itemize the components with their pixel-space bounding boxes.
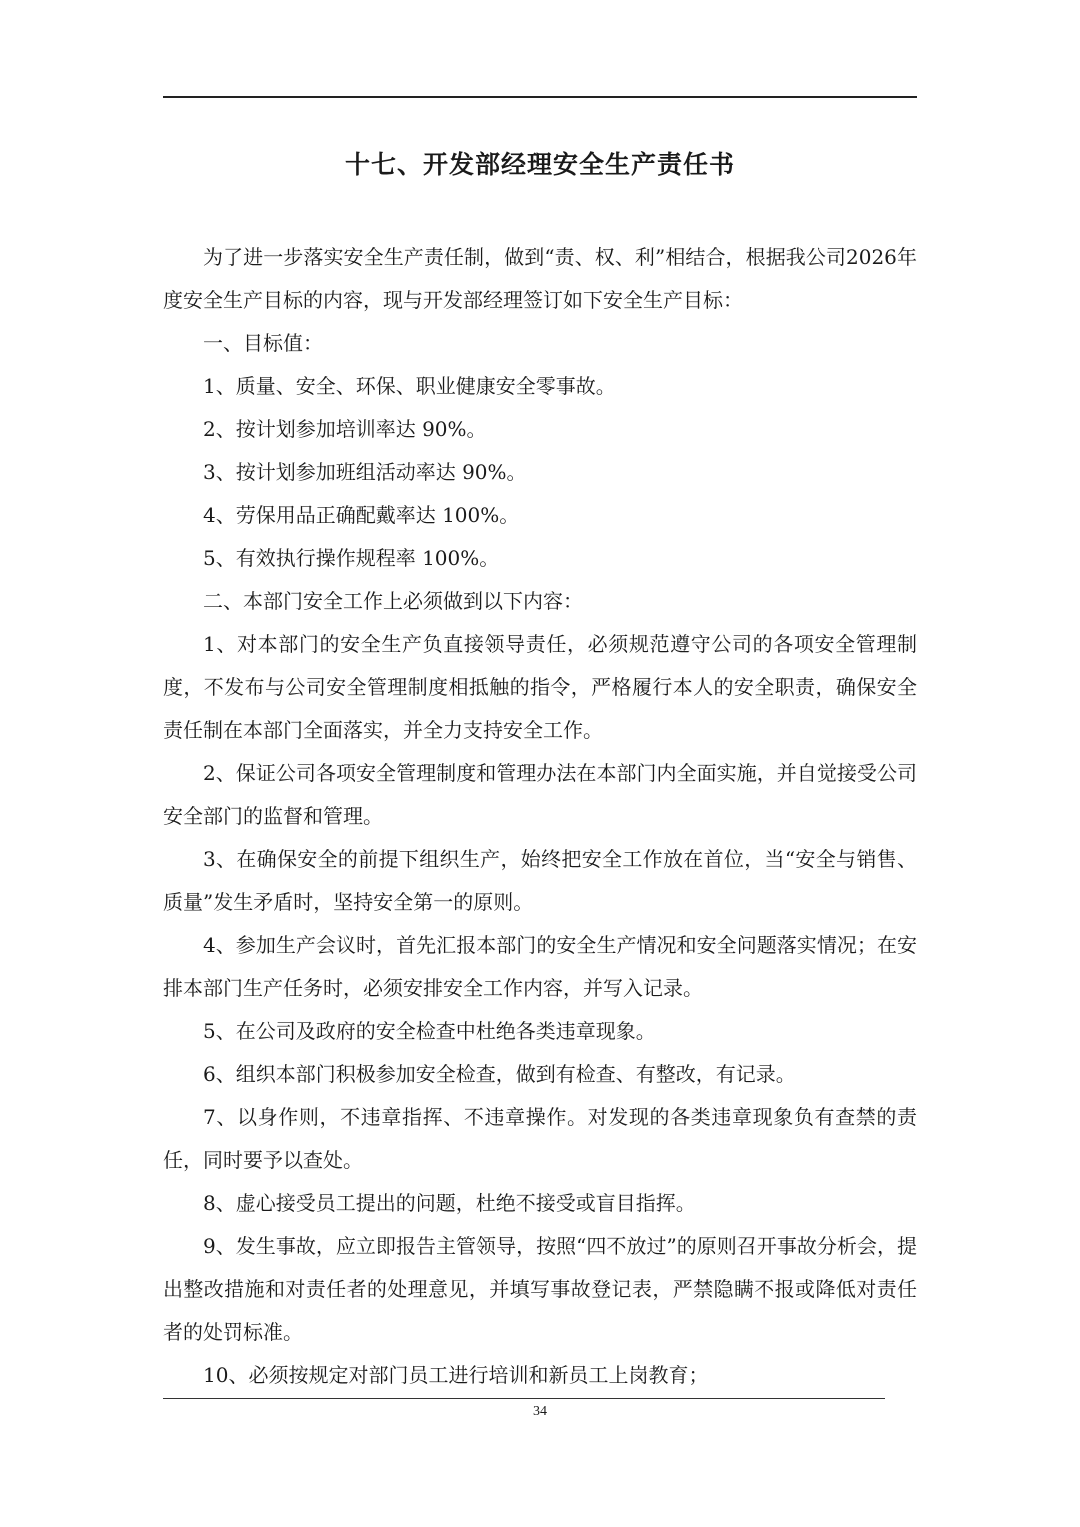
section-heading-targets: 一、目标值： — [203, 331, 323, 355]
target-item: 2、按计划参加培训率达 90%。 — [203, 417, 487, 441]
requirement-item: 1、对本部门的安全生产负直接领导责任，必须规范遵守公司的各项安全管理制度，不发布与公司安全管理制度相抵触的指令，严格履行本人的安全职责，确保安全责任制在本部门全面落实，并全力支持安全工作。 — [163, 632, 917, 742]
page-number: 34 — [533, 1404, 547, 1419]
document-body — [163, 236, 917, 1397]
requirement-item: 4、参加生产会议时，首先汇报本部门的安全生产情况和安全问题落实情况；在安排本部门生产任务时，必须安排安全工作内容，并写入记录。 — [163, 933, 917, 1000]
requirement-item: 2、保证公司各项安全管理制度和管理办法在本部门内全面实施，并自觉接受公司安全部门的监督和管理。 — [163, 761, 917, 828]
target-item: 3、按计划参加班组活动率达 90%。 — [203, 460, 527, 484]
document-title: 十七、开发部经理安全生产责任书 — [344, 150, 735, 179]
section-heading-requirements: 二、本部门安全工作上必须做到以下内容： — [203, 589, 583, 613]
target-item: 4、劳保用品正确配戴率达 100%。 — [203, 503, 520, 527]
requirement-item: 5、在公司及政府的安全检查中杜绝各类违章现象。 — [203, 1019, 656, 1043]
requirement-item: 9、发生事故，应立即报告主管领导，按照“四不放过”的原则召开事故分析会，提出整改措施和对责任者的处理意见，并填写事故登记表，严禁隐瞒不报或降低对责任者的处罚标准。 — [163, 1234, 917, 1344]
requirement-item: 6、组织本部门积极参加安全检查，做到有检查、有整改，有记录。 — [203, 1062, 796, 1086]
requirement-item: 3、在确保安全的前提下组织生产，始终把安全工作放在首位，当“安全与销售、质量”发生矛盾时，坚持安全第一的原则。 — [163, 847, 917, 914]
requirement-item: 7、以身作则，不违章指挥、不违章操作。对发现的各类违章现象负有查禁的责任，同时要予以查处。 — [163, 1105, 917, 1172]
requirement-item: 10、必须按规定对部门员工进行培训和新员工上岗教育； — [203, 1363, 709, 1387]
target-item: 5、有效执行操作规程率 100%。 — [203, 546, 500, 570]
footer-rule — [163, 1398, 885, 1399]
intro-paragraph: 为了进一步落实安全生产责任制，做到“责、权、利”相结合，根据我公司2026年度安全生产目标的内容，现与开发部经理签订如下安全生产目标： — [163, 245, 917, 312]
header-rule — [163, 96, 917, 98]
requirement-item: 8、虚心接受员工提出的问题，杜绝不接受或盲目指挥。 — [203, 1191, 696, 1215]
target-item: 1、质量、安全、环保、职业健康安全零事故。 — [203, 374, 616, 398]
